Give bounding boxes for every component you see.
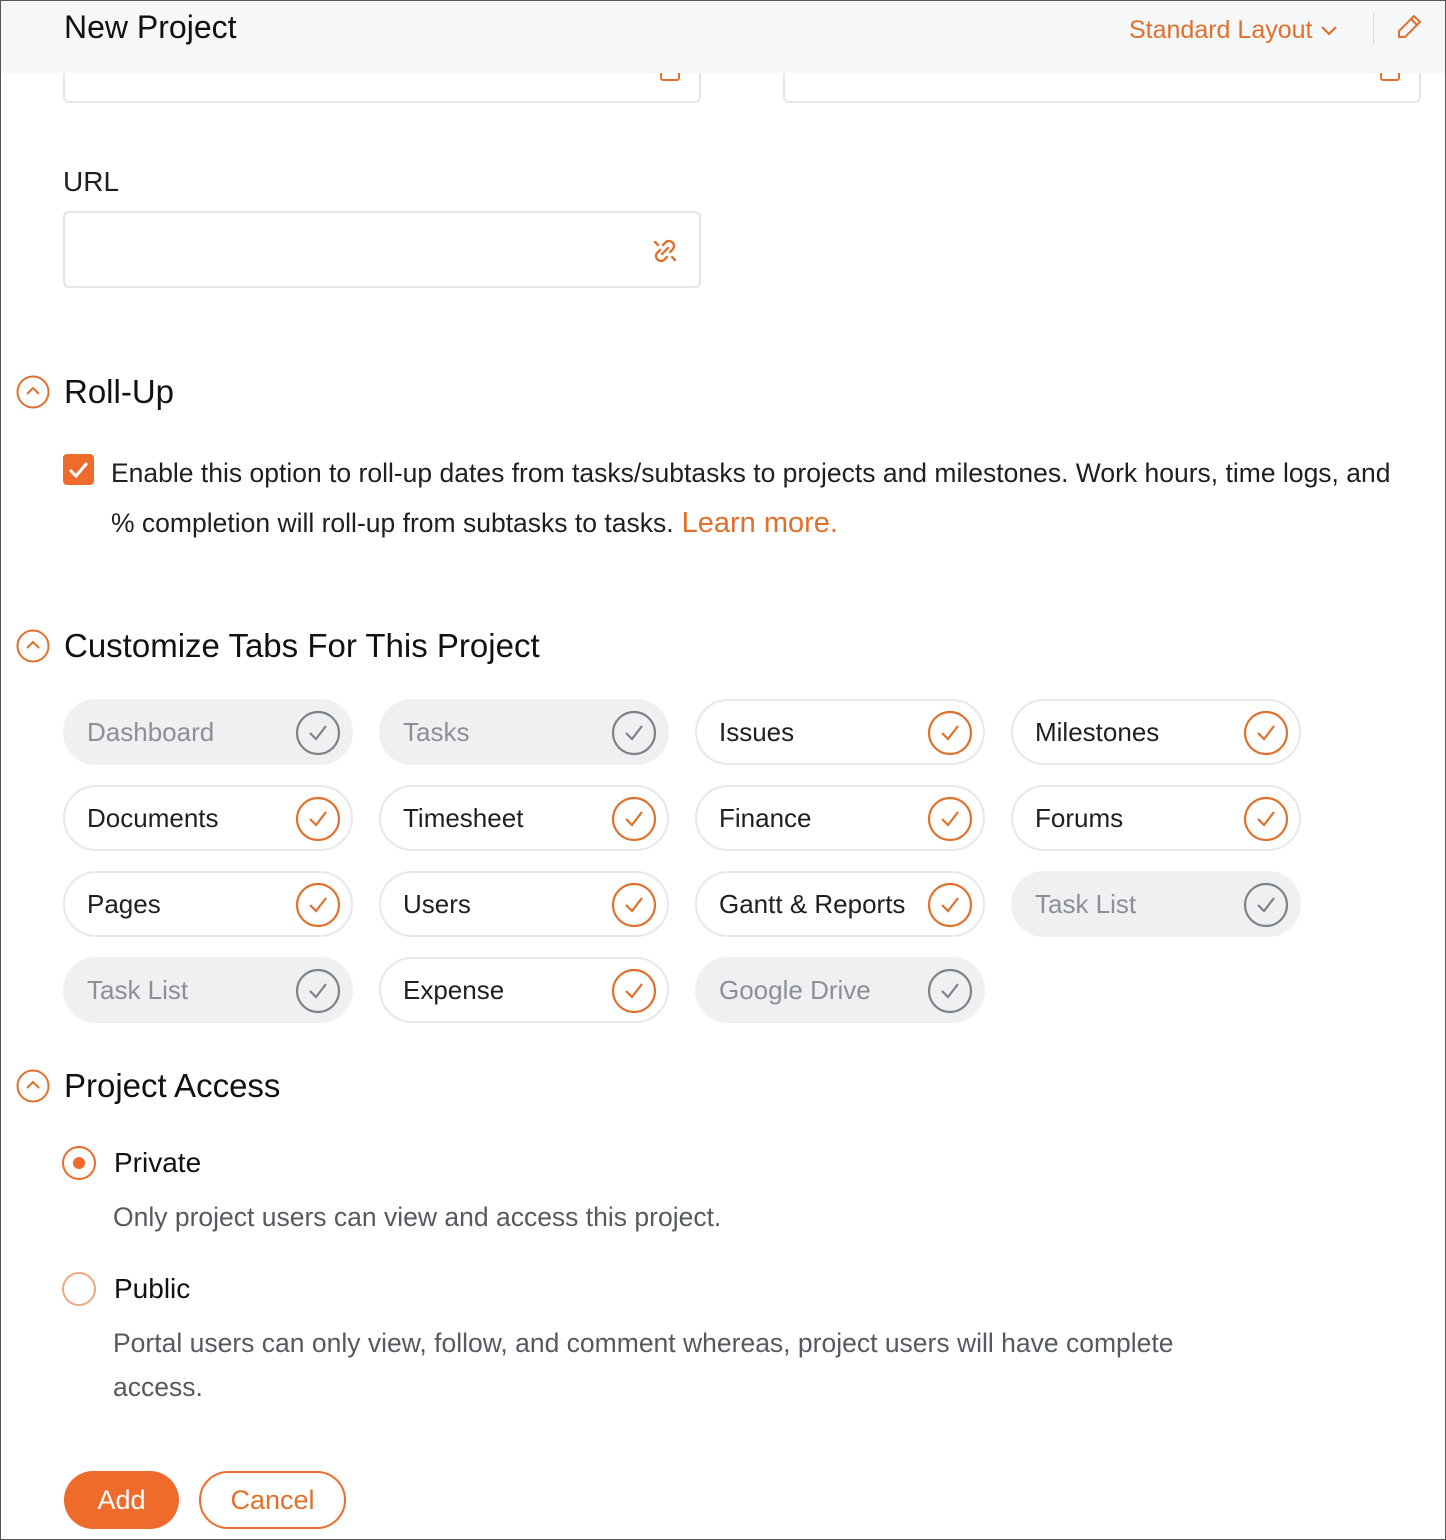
tab-toggle-label: Task List [1035, 889, 1137, 919]
tab-toggle[interactable] [695, 699, 985, 765]
tab-toggle-label: Users [403, 889, 471, 919]
tab-toggle-label: Issues [719, 717, 795, 747]
tab-toggle-label: Google Drive [719, 975, 871, 1005]
header-divider [1373, 13, 1374, 45]
chevron-up-circle-icon[interactable] [16, 629, 50, 663]
tab-toggle[interactable] [379, 785, 669, 851]
tab-toggle-label: Tasks [403, 717, 470, 747]
tab-toggle-label: Task List [87, 975, 189, 1005]
tab-toggle[interactable] [1011, 699, 1301, 765]
dialog-header [1, 1, 1445, 73]
url-input[interactable] [65, 213, 635, 286]
public-radio[interactable] [62, 1272, 96, 1306]
tab-toggle-label: Documents [87, 803, 219, 833]
check-circle-icon [295, 710, 341, 756]
tab-toggle[interactable] [1011, 785, 1301, 851]
add-button[interactable]: Add [64, 1471, 179, 1529]
tab-toggle-label: Finance [719, 803, 812, 833]
check-circle-icon [295, 882, 341, 928]
public-label: Public [114, 1273, 191, 1304]
tab-toggle-label: Gantt & Reports [719, 889, 906, 919]
private-radio[interactable] [62, 1146, 96, 1180]
tab-toggle[interactable] [379, 957, 669, 1023]
access-option-public[interactable] [62, 1272, 190, 1306]
chevron-up-circle-icon[interactable] [16, 1069, 50, 1103]
private-label: Private [114, 1147, 202, 1178]
check-circle-icon [1243, 710, 1289, 756]
tab-toggle[interactable] [63, 871, 353, 937]
cancel-button[interactable]: Cancel [199, 1471, 346, 1529]
page-title: New Project [64, 9, 237, 45]
check-circle-icon [1243, 882, 1289, 928]
check-circle-icon [927, 796, 973, 842]
tabs-section-header [16, 627, 540, 665]
private-description: Only project users can view and access this project. [113, 1202, 722, 1232]
tab-toggle[interactable] [695, 957, 985, 1023]
tab-toggle[interactable] [695, 785, 985, 851]
tab-toggle-label: Milestones [1035, 717, 1160, 747]
tabs-section-title: Customize Tabs For This Project [64, 627, 540, 664]
chevron-up-circle-icon[interactable] [16, 375, 50, 409]
tab-toggle[interactable] [695, 871, 985, 937]
chevron-down-icon [1320, 24, 1338, 36]
check-icon [68, 460, 89, 479]
check-circle-icon [611, 796, 657, 842]
tab-toggle[interactable] [63, 957, 353, 1023]
layout-dropdown[interactable] [1129, 13, 1338, 47]
tab-toggle[interactable] [63, 699, 353, 765]
check-circle-icon [295, 796, 341, 842]
url-label: URL [63, 166, 120, 197]
check-circle-icon [295, 968, 341, 1014]
rollup-description-block [111, 448, 1411, 548]
tab-toggle[interactable] [1011, 871, 1301, 937]
check-circle-icon [927, 882, 973, 928]
rollup-description: Enable this option to roll-up dates from tasks/subtasks to projects and milestones. Work hours, time logs, and % completion will roll-up from subtasks to tasks. [111, 458, 1391, 538]
rollup-checkbox[interactable] [63, 454, 94, 485]
tab-toggle[interactable] [63, 785, 353, 851]
learn-more-link[interactable]: Learn more. [681, 507, 838, 539]
rollup-section-title: Roll-Up [64, 373, 175, 410]
public-description: Portal users can only view, follow, and comment whereas, project users will have complete access. [113, 1328, 1174, 1402]
check-circle-icon [611, 968, 657, 1014]
url-field[interactable] [63, 211, 701, 288]
link-icon [649, 235, 681, 267]
access-section-header [16, 1067, 280, 1105]
access-section-title: Project Access [64, 1067, 281, 1104]
tab-toggle-label: Forums [1035, 803, 1124, 833]
rollup-section-header [16, 373, 174, 411]
check-circle-icon [927, 968, 973, 1014]
tab-toggle-label: Dashboard [87, 717, 215, 747]
tab-toggle[interactable] [379, 699, 669, 765]
tab-toggle[interactable] [379, 871, 669, 937]
check-circle-icon [927, 710, 973, 756]
layout-dropdown-label: Standard Layout [1129, 15, 1313, 44]
tab-toggle-label: Expense [403, 975, 505, 1005]
access-option-private[interactable] [62, 1146, 201, 1180]
check-circle-icon [1243, 796, 1289, 842]
tab-toggle-label: Pages [87, 889, 161, 919]
check-circle-icon [611, 710, 657, 756]
pencil-icon[interactable] [1395, 13, 1423, 41]
tab-toggle-label: Timesheet [403, 803, 524, 833]
check-circle-icon [611, 882, 657, 928]
